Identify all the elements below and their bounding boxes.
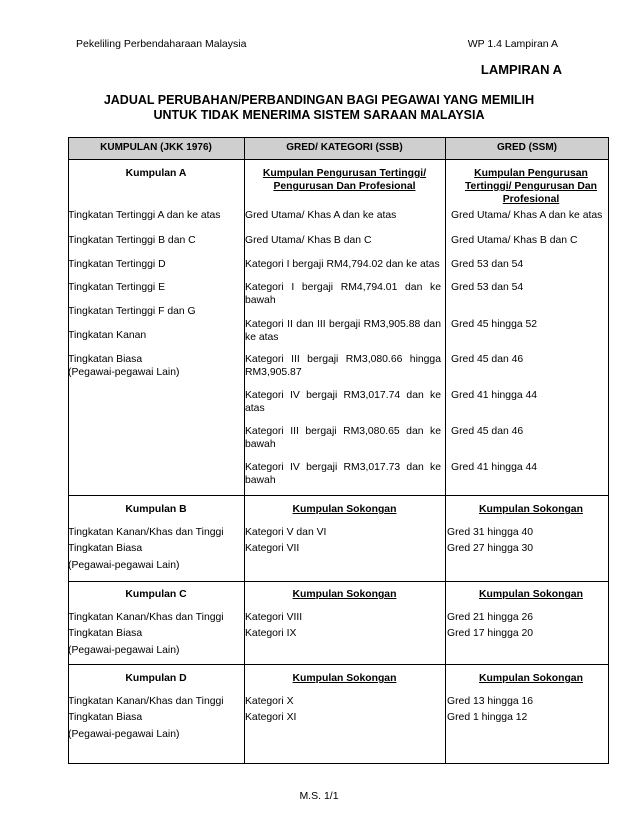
group-c-jkk-2: Tingkatan Biasa: [68, 628, 143, 639]
group-a-ssm-6: Gred 45 dan 46: [451, 354, 524, 365]
group-a-ssb-9: Kategori IV bergaji RM3,017.73 dan ke bawah: [245, 462, 441, 486]
group-a-ssb-5: Kategori II dan III bergaji RM3,905.88 dan ke atas: [245, 319, 441, 343]
page-number: M.S. 1/1: [299, 790, 339, 802]
group-d-ssm-head: Kumpulan Sokongan: [479, 673, 583, 684]
group-c-ssm-head: Kumpulan Sokongan: [479, 589, 583, 600]
group-b-jkk-1: Tingkatan Kanan/Khas dan Tinggi: [68, 527, 224, 538]
group-b-name: Kumpulan B: [125, 504, 187, 515]
group-divider-c: [68, 581, 609, 582]
lampiran-label: LAMPIRAN A: [480, 62, 562, 77]
group-d-ssb-2: Kategori XI: [245, 712, 297, 723]
header-left: Pekeliling Perbendaharaan Malaysia: [76, 38, 247, 50]
group-a-ssm-4: Gred 53 dan 54: [451, 282, 524, 293]
group-b-ssb-1: Kategori V dan VI: [245, 527, 327, 538]
group-a-ssb-4: Kategori I bergaji RM4,794.01 dan ke bawah: [245, 282, 441, 306]
group-a-jkk-3: Tingkatan Tertinggi D: [68, 259, 166, 270]
group-a-name: Kumpulan A: [125, 168, 187, 179]
title-line-2: UNTUK TIDAK MENERIMA SISTEM SARAAN MALAYSIA: [153, 108, 485, 122]
table-border-left: [68, 137, 69, 764]
group-d-ssb-head: Kumpulan Sokongan: [292, 673, 397, 684]
group-c-jkk-1: Tingkatan Kanan/Khas dan Tinggi: [68, 612, 224, 623]
comparison-table: [68, 137, 609, 764]
group-a-ssm-5: Gred 45 hingga 52: [451, 319, 538, 330]
group-a-jkk-2: Tingkatan Tertinggi B dan C: [68, 235, 196, 246]
col-header-ssm: GRED (SSM): [497, 142, 557, 153]
group-c-ssm-1: Gred 21 hingga 26: [447, 612, 534, 623]
group-a-ssm-1: Gred Utama/ Khas A dan ke atas: [451, 210, 603, 221]
group-a-ssb-3: Kategori I bergaji RM4,794.02 dan ke atas: [245, 259, 440, 270]
group-c-ssb-1: Kategori VIII: [245, 612, 303, 623]
col-header-ssb: GRED/ KATEGORI (SSB): [286, 142, 403, 153]
group-a-ssb-head: Kumpulan Pengurusan Tertinggi/ Pengurusan Dan Profesional: [262, 168, 427, 192]
group-d-jkk-2: Tingkatan Biasa: [68, 712, 143, 723]
group-d-name: Kumpulan D: [125, 673, 187, 684]
group-d-jkk-1: Tingkatan Kanan/Khas dan Tinggi: [68, 696, 224, 707]
group-a-ssb-1: Gred Utama/ Khas A dan ke atas: [245, 210, 397, 221]
group-c-name: Kumpulan C: [125, 589, 187, 600]
group-a-jkk-4: Tingkatan Tertinggi E: [68, 282, 166, 293]
group-c-jkk-3: (Pegawai-pegawai Lain): [68, 645, 180, 656]
group-a-ssb-6: Kategori III bergaji RM3,080.66 hingga RM3,905.87: [245, 354, 441, 378]
group-d-ssm-1: Gred 13 hingga 16: [447, 696, 534, 707]
group-b-ssm-1: Gred 31 hingga 40: [447, 527, 534, 538]
group-divider-d: [68, 664, 609, 665]
group-a-ssm-9: Gred 41 hingga 44: [451, 462, 538, 473]
group-d-ssm-2: Gred 1 hingga 12: [447, 712, 528, 723]
table-border-right: [608, 137, 609, 764]
group-c-ssb-head: Kumpulan Sokongan: [292, 589, 397, 600]
group-c-ssm-2: Gred 17 hingga 20: [447, 628, 534, 639]
group-b-ssm-2: Gred 27 hingga 30: [447, 543, 534, 554]
col-header-jkk: KUMPULAN (JKK 1976): [100, 142, 212, 153]
group-d-jkk-3: (Pegawai-pegawai Lain): [68, 729, 180, 740]
group-b-ssm-head: Kumpulan Sokongan: [479, 504, 583, 515]
header-divider: [68, 159, 609, 160]
table-divider-2: [445, 137, 446, 764]
group-a-ssm-8: Gred 45 dan 46: [451, 426, 524, 437]
group-a-ssm-2: Gred Utama/ Khas B dan C: [451, 235, 578, 246]
group-a-ssb-2: Gred Utama/ Khas B dan C: [245, 235, 372, 246]
group-a-ssb-7: Kategori IV bergaji RM3,017.74 dan ke atas: [245, 390, 441, 414]
group-c-ssb-2: Kategori IX: [245, 628, 297, 639]
header-right: WP 1.4 Lampiran A: [467, 38, 558, 50]
table-border-top: [68, 137, 609, 138]
group-a-jkk-6: Tingkatan Kanan: [68, 330, 147, 341]
group-b-jkk-2: Tingkatan Biasa: [68, 543, 143, 554]
group-a-ssm-head: Kumpulan Pengurusan Tertinggi/ Pengurusan Dan Profesional: [464, 168, 597, 205]
group-a-ssm-3: Gred 53 dan 54: [451, 259, 524, 270]
group-a-jkk-8: (Pegawai-pegawai Lain): [68, 367, 180, 378]
group-b-ssb-2: Kategori VII: [245, 543, 300, 554]
group-a-ssb-8: Kategori III bergaji RM3,080.65 dan ke bawah: [245, 426, 441, 450]
group-b-ssb-head: Kumpulan Sokongan: [292, 504, 397, 515]
title-line-1: JADUAL PERUBAHAN/PERBANDINGAN BAGI PEGAWAI YANG MEMILIH: [103, 93, 535, 107]
group-a-jkk-7: Tingkatan Biasa: [68, 354, 143, 365]
group-a-jkk-1: Tingkatan Tertinggi A dan ke atas: [68, 210, 221, 221]
group-a-jkk-5: Tingkatan Tertinggi F dan G: [68, 306, 196, 317]
group-a-ssm-7: Gred 41 hingga 44: [451, 390, 538, 401]
group-d-ssb-1: Kategori X: [245, 696, 294, 707]
group-divider-b: [68, 495, 609, 496]
group-b-jkk-3: (Pegawai-pegawai Lain): [68, 560, 180, 571]
table-border-bottom: [68, 763, 609, 764]
